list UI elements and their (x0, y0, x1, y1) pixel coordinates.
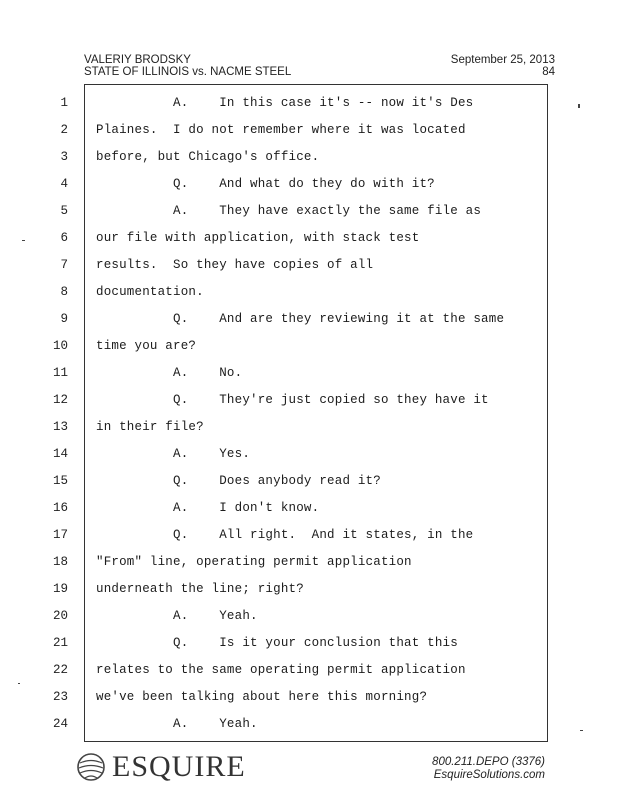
footer-contact (432, 756, 545, 782)
transcript-line: Q. And what do they do with it? (96, 177, 435, 191)
line-number: 21 (52, 636, 68, 650)
transcript-line: underneath the line; right? (96, 582, 304, 596)
case-title: STATE OF ILLINOIS vs. NACME STEEL (84, 66, 292, 78)
transcript-line: A. In this case it's -- now it's Des (96, 96, 474, 110)
scan-speck (578, 104, 580, 108)
line-number: 3 (60, 150, 68, 164)
transcript-line: "From" line, operating permit application (96, 555, 412, 569)
line-number: 12 (52, 393, 68, 407)
transcript-line: A. Yeah. (96, 609, 258, 623)
transcript-line: Q. All right. And it states, in the (96, 528, 474, 542)
transcript-line: relates to the same operating permit application (96, 663, 466, 677)
header-left (84, 54, 291, 78)
line-number: 24 (52, 717, 68, 731)
line-number: 8 (60, 285, 68, 299)
transcript-line: A. Yes. (96, 447, 251, 461)
transcript-line: time you are? (96, 339, 197, 353)
line-number: 20 (52, 609, 68, 623)
line-number: 6 (60, 231, 68, 245)
line-number: 15 (52, 474, 68, 488)
deposition-date: September 25, 2013 (450, 54, 555, 66)
page-number: 84 (542, 66, 555, 78)
line-number: 10 (52, 339, 68, 353)
transcript-line: documentation. (96, 285, 204, 299)
transcript-line: A. Yeah. (96, 717, 258, 731)
line-number: 7 (60, 258, 68, 272)
esquire-globe-icon (76, 752, 106, 782)
scan-speck (18, 683, 20, 684)
line-number: 4 (60, 177, 68, 191)
scan-speck (22, 240, 25, 241)
line-number: 19 (52, 582, 68, 596)
transcript-line: Q. They're just copied so they have it (96, 393, 489, 407)
line-number: 13 (52, 420, 68, 434)
transcript-line: Q. Does anybody read it? (96, 474, 381, 488)
transcript-line: our file with application, with stack test (96, 231, 420, 245)
line-number: 16 (52, 501, 68, 515)
line-number: 1 (60, 96, 68, 110)
transcript-line: Plaines. I do not remember where it was located (96, 123, 466, 137)
transcript-line: results. So they have copies of all (96, 258, 374, 272)
transcript-line: Q. And are they reviewing it at the same (96, 312, 505, 326)
line-number: 17 (52, 528, 68, 542)
transcript-line: in their file? (96, 420, 204, 434)
transcript-line: A. They have exactly the same file as (96, 204, 482, 218)
line-number: 14 (52, 447, 68, 461)
esquire-logo (76, 752, 246, 782)
line-number: 5 (60, 204, 68, 218)
footer-website[interactable]: EsquireSolutions.com (433, 769, 545, 781)
footer-phone: 800.211.DEPO (3376) (432, 756, 545, 768)
line-number: 22 (52, 663, 68, 677)
line-number: 11 (52, 366, 68, 380)
scan-speck (580, 730, 583, 731)
transcript-line: A. I don't know. (96, 501, 320, 515)
transcript-line: A. No. (96, 366, 243, 380)
witness-name: VALERIY BRODSKY (84, 54, 191, 66)
line-number: 23 (52, 690, 68, 704)
line-number: 2 (60, 123, 68, 137)
header-right (451, 54, 555, 78)
esquire-logo-text: ESQUIRE (112, 750, 246, 783)
transcript-line: we've been talking about here this morning? (96, 690, 428, 704)
line-number: 9 (60, 312, 68, 326)
transcript-line: Q. Is it your conclusion that this (96, 636, 458, 650)
line-number: 18 (52, 555, 68, 569)
transcript-line: before, but Chicago's office. (96, 150, 320, 164)
